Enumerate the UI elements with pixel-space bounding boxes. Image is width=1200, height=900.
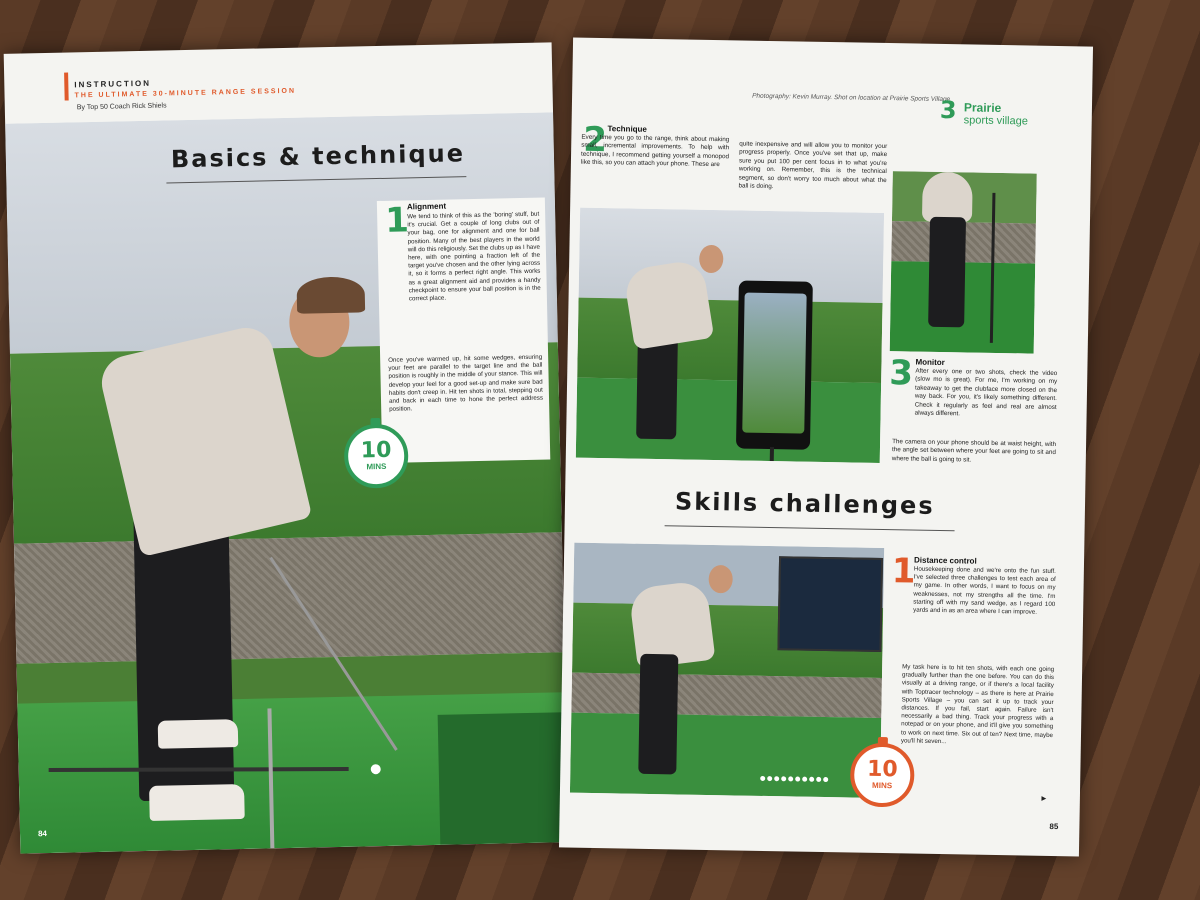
tripod-photo bbox=[890, 171, 1037, 353]
logo-text: Prairie bbox=[963, 100, 1002, 116]
step-title: Monitor bbox=[915, 357, 945, 368]
challenge-title: Distance control bbox=[913, 555, 977, 566]
golfer-torso bbox=[922, 172, 973, 223]
timer-number: 10 bbox=[360, 437, 392, 464]
stopwatch-icon bbox=[370, 418, 380, 426]
challenge-body: Housekeeping done and we're onto the fun stuff. I've selected three challenges to test each area of my game. In other words, I want to focus on my weaknesses, not my strengths all the time. I'm starting off with my sand wedge, as I regard 100 yards and in as an area where I can improve. bbox=[913, 565, 1056, 616]
golfer-torso bbox=[623, 258, 715, 350]
step-number: 1 bbox=[384, 200, 410, 241]
toptracer-screen bbox=[777, 556, 883, 652]
timer-label: MINS bbox=[366, 461, 387, 472]
step-title: Technique bbox=[607, 124, 648, 134]
monopod-photo bbox=[576, 208, 884, 463]
golfer-cap bbox=[296, 276, 365, 313]
step-body: Every time you go to the range, think about making small, incremental improvements. To help with technique, I recommend getting yourself a monopod like this, so you can attach your phone. These are bbox=[580, 133, 730, 169]
page-heading: Basics & technique bbox=[170, 139, 466, 174]
step-body-continued: The camera on your phone should be at waist height, with the angle set between where your feet are going to sit and where the ball is going to sit. bbox=[891, 438, 1057, 464]
golfer-shoe bbox=[149, 784, 245, 821]
photo-credit: Photography: Kevin Murray. Shot on location at Prairie Sports Village bbox=[752, 92, 951, 104]
challenge-body-continued: My task here is to hit ten shots, with each one going gradually further than the one before. You can do this visually at a driving range, or if there's a local facility with Toptracer technology – as there is here at Prairie Sports Village – you can set it up to track your distances. If you fail, start again. Failure isn't necessarily a bad thing. Track your progress with a notepad or on your phone, and it'll give you something to work on next time. Six out of ten? Next time, maybe you'll hit seven... bbox=[900, 663, 1055, 745]
step-body: We tend to think of this as the 'boring' stuff, but it's crucial. Get a couple of long clubs out of your bag, one for alignment and one for ball position. Many of the best players in the world will do this religiously. Set the clubs up as I have here, with one pointing a fraction left of the target you've chosen and the other lying across it, so it forms a perfect right angle. This works as a great alignment aid and provides a handy checkpoint to ensure your ball position is in the correct place. bbox=[407, 210, 541, 303]
byline: By Top 50 Coach Rick Shiels bbox=[76, 102, 167, 112]
logo-subtext: sports village bbox=[963, 114, 1029, 128]
step-title: Alignment bbox=[406, 201, 447, 212]
page-number: 84 bbox=[37, 829, 48, 839]
continue-arrow-icon: ► bbox=[1039, 793, 1048, 803]
right-page bbox=[559, 38, 1093, 857]
monopod bbox=[770, 447, 774, 461]
section-kicker: INSTRUCTION bbox=[74, 78, 152, 90]
kicker-bar bbox=[64, 72, 69, 100]
golfer-legs bbox=[928, 217, 966, 328]
stopwatch-icon bbox=[878, 737, 888, 745]
challenge-number: 1 bbox=[891, 551, 916, 592]
golfer-shoe bbox=[158, 719, 239, 749]
prairie-logo-icon: 3 bbox=[939, 95, 957, 125]
step-number: 2 bbox=[582, 119, 608, 161]
timer-label: MINS bbox=[872, 780, 893, 791]
distance-control-photo bbox=[570, 543, 884, 798]
phone-screen bbox=[742, 293, 806, 434]
left-page bbox=[4, 42, 569, 853]
row-of-balls bbox=[760, 768, 830, 787]
step-body: After every one or two shots, check the video (slow mo is great). For me, I'm working on my takeaway to get the clubface more closed on the way back. For you, it's likely something different. Check it regularly as feel and real are almost always different. bbox=[914, 367, 1058, 418]
alignment-text-panel bbox=[377, 198, 550, 463]
step-body-continued: quite inexpensive and will allow you to monitor your progress properly. Once you've set that up, make sure you put 100 per cent focus in to what you're working on. Remember, this is the technical segment, so don't worry too much about what the ball is doing. bbox=[738, 140, 888, 191]
phone-on-monopod bbox=[736, 280, 813, 449]
golfer-legs bbox=[638, 654, 678, 775]
timer-number: 10 bbox=[866, 756, 898, 783]
heading-rule bbox=[665, 525, 955, 531]
series-title: THE ULTIMATE 30-MINUTE RANGE SESSION bbox=[74, 87, 297, 100]
timer-badge bbox=[850, 742, 915, 807]
skills-heading: Skills challenges bbox=[674, 487, 935, 520]
page-number: 85 bbox=[1049, 821, 1059, 832]
step-body-continued: Once you've warmed up, hit some wedges, ensuring your feet are parallel to the target line and the ball position is roughly in the middle of your stance. This will develop your feel for a good set-up and make sure bad habits don't creep in. Hit ten shots in total, stepping out and back in each time to hone the perfect address position. bbox=[388, 353, 544, 414]
step-number: 3 bbox=[888, 353, 914, 394]
